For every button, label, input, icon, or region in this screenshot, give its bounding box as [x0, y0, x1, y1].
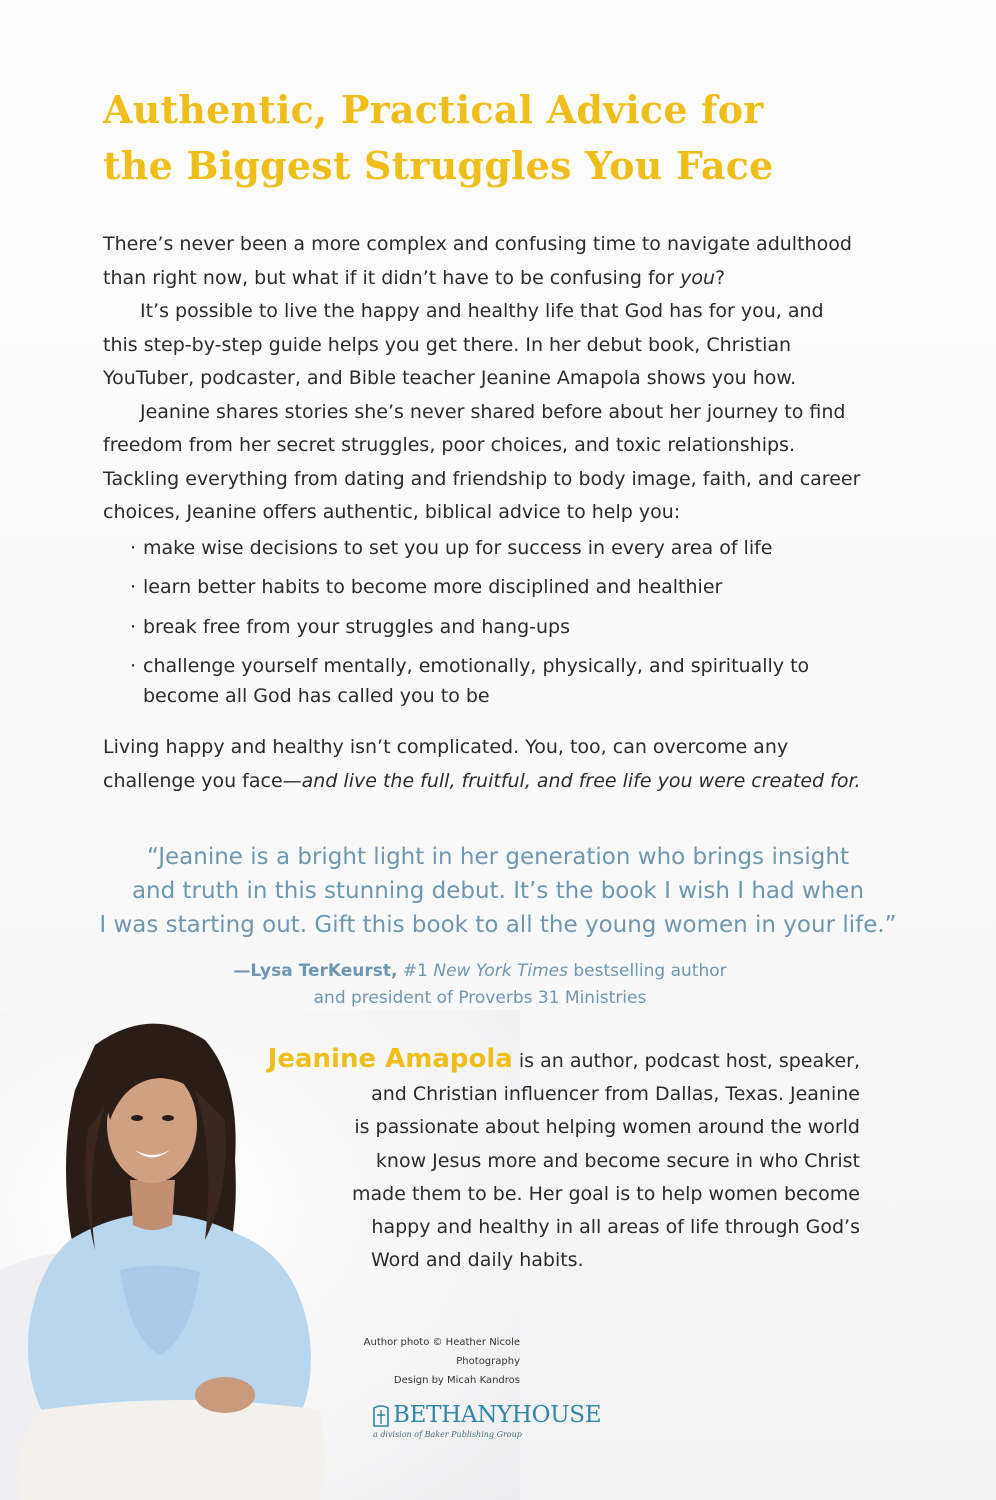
bio-line-2: and Christian influencer from Dallas, Texas. Jeanine [371, 1083, 860, 1106]
design-credit: Design by Micah Kandros [393, 1375, 520, 1386]
list-item [103, 534, 863, 564]
bullet-marker: · [130, 536, 137, 559]
list-item-text: make wise decisions to set you up for success in every area of life [143, 536, 773, 559]
closing-text: Living happy and healthy isn’t complicated. You, too, can overcome any challenge you face— [103, 736, 789, 792]
closing-paragraph [103, 731, 863, 798]
headline [103, 82, 774, 194]
author-bio [0, 1043, 860, 1277]
quote-line-2: and truth in this stunning debut. It’s the book I wish I had when [131, 878, 865, 904]
attribution-line-2: and president of Proverbs 31 Ministries [313, 988, 647, 1008]
intro-p1-text: There’s never been a more complex and confusing time to navigate adulthood than right now, but what if it didn’t have to be confusing for [103, 233, 852, 289]
list-item-text: learn better habits to become more disciplined and healthier [143, 576, 723, 598]
description [103, 228, 863, 798]
author-name: Jeanine Amapola [267, 1044, 513, 1074]
intro-paragraph-3: Jeanine shares stories she’s never shared before about her journey to find freedom from her secret struggles, poor choices, and toxic relationships. Tackling everything from dating and friendship to body image, faith, and career choices, Jeanine offers authentic, biblical advice to help you: [103, 400, 861, 523]
list-item-text: break free from your struggles and hang-ups [143, 615, 571, 638]
bethany-house-emblem-icon [373, 1404, 389, 1428]
bio-line-6: happy and healthy in all areas of life through God’s [371, 1216, 860, 1239]
endorsement-attribution [220, 958, 740, 1012]
list-item [103, 573, 863, 603]
bullet-marker: · [130, 655, 137, 677]
list-item [103, 652, 863, 711]
attribution-suffix: bestselling author [567, 961, 727, 981]
bio-line-5: made them to be. Her goal is to help women become [352, 1182, 860, 1205]
attribution-publication: New York Times [433, 961, 568, 981]
closing-emphasis: and live the full, fruitful, and free life you were created for. [301, 769, 861, 792]
headline-line-2: the Biggest Struggles You Face [103, 143, 774, 188]
publisher-name: BETHANYHOUSE [393, 1402, 602, 1428]
list-item [103, 613, 863, 643]
bio-line-3: is passionate about helping women around the world [354, 1116, 860, 1139]
bio-line-1 [0, 1043, 860, 1078]
endorsement-quote [60, 840, 936, 942]
publisher-logo [373, 1402, 602, 1446]
photo-credit: Author photo © Heather Nicole Photography [363, 1337, 520, 1367]
intro-paragraph-1 [103, 228, 863, 295]
intro-p1-emphasis: you [680, 266, 716, 289]
attribution-line-1 [220, 958, 740, 985]
bio-line-4: know Jesus more and become secure in who Christ [375, 1149, 860, 1172]
list-item-text: challenge yourself mentally, emotionally, physically, and spiritually to become all God has called you to be [143, 655, 810, 707]
quote-line-3: I was starting out. Gift this book to all the young women in your life.” [99, 912, 897, 938]
benefit-list [103, 534, 863, 712]
endorser-name: —Lysa TerKeurst, [233, 961, 398, 981]
headline-line-1: Authentic, Practical Advice for [103, 87, 764, 132]
bio-line-7: Word and daily habits. [371, 1249, 584, 1272]
intro-p1-end: ? [715, 266, 726, 289]
bullet-marker: · [130, 576, 137, 598]
attribution-prefix: #1 [397, 961, 434, 981]
bullet-marker: · [130, 615, 137, 638]
bio-line-1-text: is an author, podcast host, speaker, [512, 1050, 860, 1072]
credits [300, 1333, 520, 1390]
quote-line-1: “Jeanine is a bright light in her generation who brings insight [147, 844, 849, 870]
intro-paragraph-2: It’s possible to live the happy and healthy life that God has for you, and this step-by-step guide helps you get there. In her debut book, Christian YouTuber, podcaster, and Bible teacher Jeanine Amapola shows you how. [103, 300, 824, 389]
publisher-tagline: a division of Baker Publishing Group [373, 1430, 522, 1439]
